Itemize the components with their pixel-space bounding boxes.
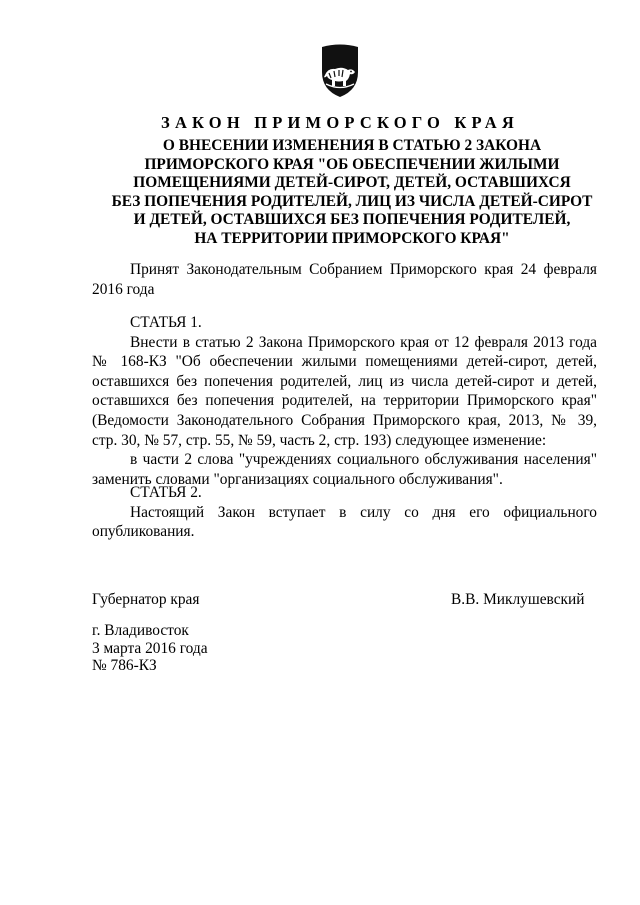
article-1-line: заменить словами "организациях социального обслуживания". (92, 470, 503, 488)
footer-date: 3 марта 2016 года (92, 639, 208, 657)
footer-city: г. Владивосток (92, 622, 189, 639)
article-1-line: оставшихся без попечения родителей, на территории Приморского края" (92, 392, 597, 410)
article-1-line: в части 2 слова "учреждениях социального обслуживания населения" (130, 451, 597, 469)
subtitle-line: ПОМЕЩЕНИЯМИ ДЕТЕЙ-СИРОТ, ДЕТЕЙ, ОСТАВШИХСЯ (133, 174, 571, 192)
adoption-note (92, 260, 597, 299)
article-1-line: № 168-КЗ "Об обеспечении жилыми помещениями детей-сирот, детей, (92, 353, 597, 371)
law-subtitle (92, 137, 612, 249)
subtitle-line: О ВНЕСЕНИИ ИЗМЕНЕНИЯ В СТАТЬЮ 2 ЗАКОНА (162, 137, 542, 154)
subtitle-line: НА ТЕРРИТОРИИ ПРИМОРСКОГО КРАЯ" (194, 229, 510, 247)
signatory-position: Губернатор края (92, 591, 200, 608)
article-2-heading: СТАТЬЯ 2. (130, 484, 202, 501)
adoption-line: Принят Законодательным Собранием Приморского края 24 февраля (130, 261, 597, 278)
article-1-line: оставшихся без попечения родителей, лиц из числа детей-сирот и детей, (92, 372, 597, 390)
subtitle-line: ПРИМОРСКОГО КРАЯ "ОБ ОБЕСПЕЧЕНИИ ЖИЛЫМИ (144, 155, 560, 173)
primorye-coat-of-arms-icon (316, 44, 364, 98)
adoption-line: 2016 года (92, 280, 155, 298)
subtitle-line: БЕЗ ПОПЕЧЕНИЯ РОДИТЕЛЕЙ, ЛИЦ ИЗ ЧИСЛА ДЕТЕЙ-СИРОТ (111, 192, 593, 210)
article-1-line: (Ведомости Законодательного Собрания Приморского края, 2013, № 39, (92, 411, 597, 429)
article-1-heading: СТАТЬЯ 1. (130, 314, 202, 331)
law-title: ЗАКОН ПРИМОРСКОГО КРАЯ (161, 113, 519, 132)
article-2-line: опубликования. (92, 523, 195, 541)
document-footer (92, 622, 208, 675)
article-1 (92, 313, 597, 489)
signatory-name: В.В. Миклушевский (451, 591, 585, 608)
article-2 (92, 483, 597, 542)
article-2-line: Настоящий Закон вступает в силу со дня его официального (130, 503, 597, 521)
subtitle-line: И ДЕТЕЙ, ОСТАВШИХСЯ БЕЗ ПОПЕЧЕНИЯ РОДИТЕЛЕЙ, (133, 211, 571, 229)
article-1-line: стр. 30, № 57, стр. 55, № 59, часть 2, стр. 193) следующее изменение: (92, 431, 547, 449)
footer-number: № 786-КЗ (92, 657, 157, 675)
article-1-line: Внести в статью 2 Закона Приморского края от 12 февраля 2013 года (130, 333, 597, 351)
